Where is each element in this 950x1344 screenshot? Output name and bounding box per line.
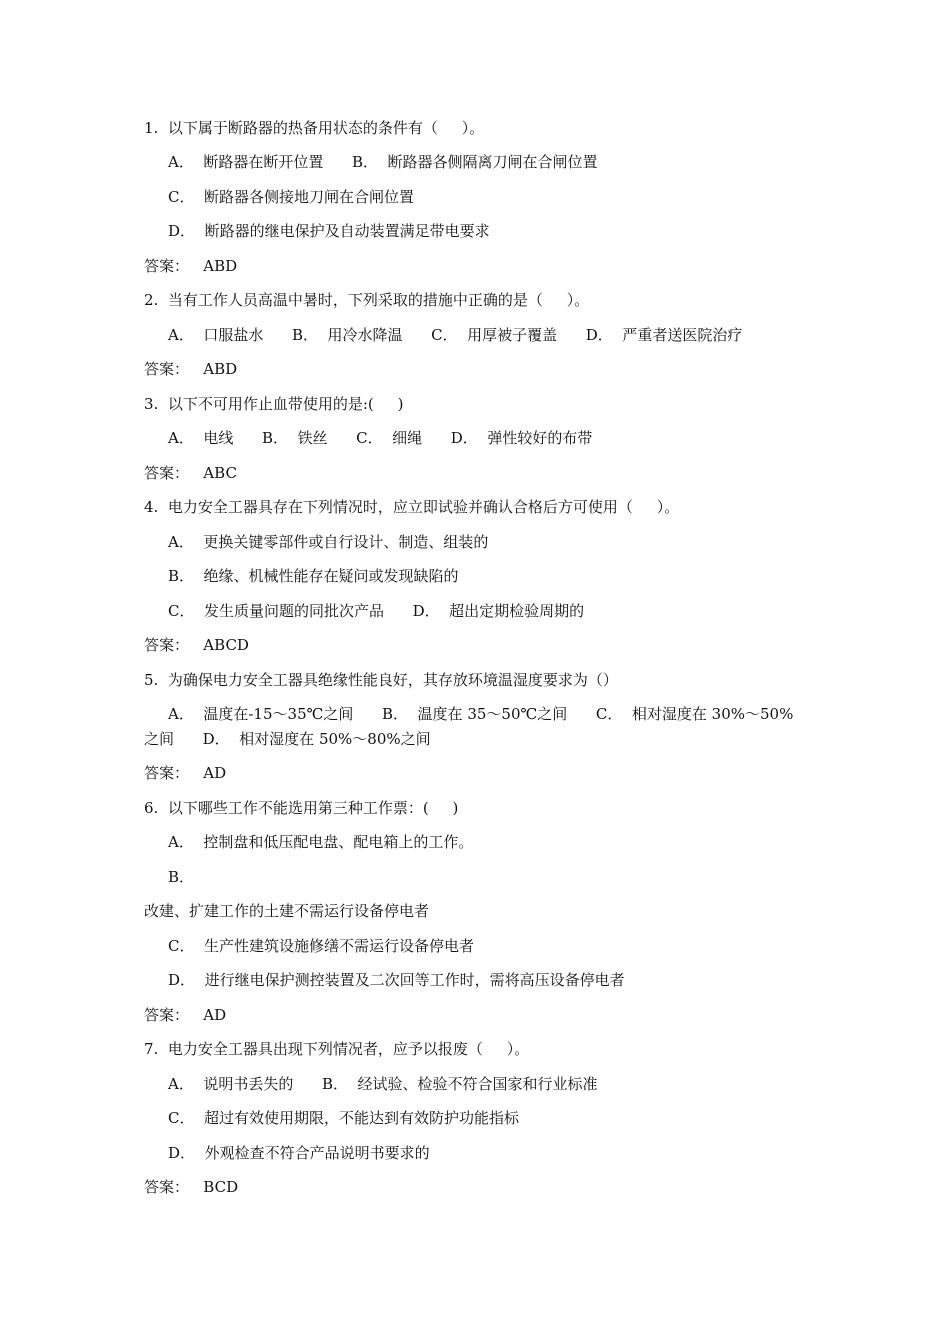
question-6-option-d: D． 进行继电保护测控装置及二次回等工作时，需将高压设备停电者 <box>168 971 625 989</box>
question-1-stem: 1. 以下属于断路器的热备用状态的条件有（ ）。 <box>144 119 485 137</box>
question-4-option-b: B． 绝缘、机械性能存在疑问或发现缺陷的 <box>168 567 459 585</box>
question-1-options-ab: A． 断路器在断开位置 B． 断路器各侧隔离刀闸在合闸位置 <box>168 153 598 171</box>
question-7-option-c: C． 超过有效使用期限，不能达到有效防护功能指标 <box>168 1109 520 1127</box>
question-6-option-c: C． 生产性建筑设施修缮不需运行设备停电者 <box>168 937 475 955</box>
question-7-options-ab: A． 说明书丢失的 B． 经试验、检验不符合国家和行业标准 <box>168 1075 598 1093</box>
question-7-option-d: D． 外观检查不符合产品说明书要求的 <box>168 1144 430 1162</box>
question-6-option-a: A． 控制盘和低压配电盘、配电箱上的工作。 <box>168 833 474 851</box>
question-2-answer: 答案： ABD <box>144 360 238 378</box>
question-4-answer: 答案： ABCD <box>144 636 249 654</box>
question-1-option-c: C． 断路器各侧接地刀闸在合闸位置 <box>168 188 415 206</box>
question-7-stem: 7. 电力安全工器具出现下列情况者，应予以报废（ ）。 <box>144 1040 530 1058</box>
question-7-answer: 答案： BCD <box>144 1178 239 1196</box>
question-4-option-a: A． 更换关键零部件或自行设计、制造、组装的 <box>168 533 489 551</box>
question-6-option-b-text: 改建、扩建工作的土建不需运行设备停电者 <box>144 902 430 920</box>
question-4-stem: 4. 电力安全工器具存在下列情况时，应立即试验并确认合格后方可使用（ ）。 <box>144 498 680 516</box>
question-5-stem: 5. 为确保电力安全工器具绝缘性能良好，其存放环境温湿度要求为（） <box>144 671 618 689</box>
question-6-stem: 6. 以下哪些工作不能选用第三种工作票：( ) <box>144 799 459 817</box>
question-3-answer: 答案： ABC <box>144 464 237 482</box>
question-6-option-b-label: B． <box>168 868 195 886</box>
question-2-stem: 2. 当有工作人员高温中暑时，下列采取的措施中正确的是（ ）。 <box>144 291 590 309</box>
question-1-answer: 答案： ABD <box>144 257 238 275</box>
question-6-answer: 答案： AD <box>144 1006 227 1024</box>
question-4-options-cd: C． 发生质量问题的同批次产品 D． 超出定期检验周期的 <box>168 602 585 620</box>
question-3-stem: 3. 以下不可用作止血带使用的是:( ) <box>144 395 404 413</box>
question-2-options: A． 口服盐水 B． 用冷水降温 C． 用厚被子覆盖 D． 严重者送医院治疗 <box>168 326 743 344</box>
question-5-answer: 答案： AD <box>144 764 227 782</box>
question-5-options-cont: 之间 D． 相对湿度在 50%～80%之间 <box>144 730 431 748</box>
question-1-option-d: D． 断路器的继电保护及自动装置满足带电要求 <box>168 222 490 240</box>
question-3-options: A． 电线 B． 铁丝 C． 细绳 D． 弹性较好的布带 <box>168 429 593 447</box>
question-5-options-abc: A． 温度在-15～35℃之间 B． 温度在 35～50℃之间 C． 相对湿度在 30%～50% <box>168 705 794 723</box>
